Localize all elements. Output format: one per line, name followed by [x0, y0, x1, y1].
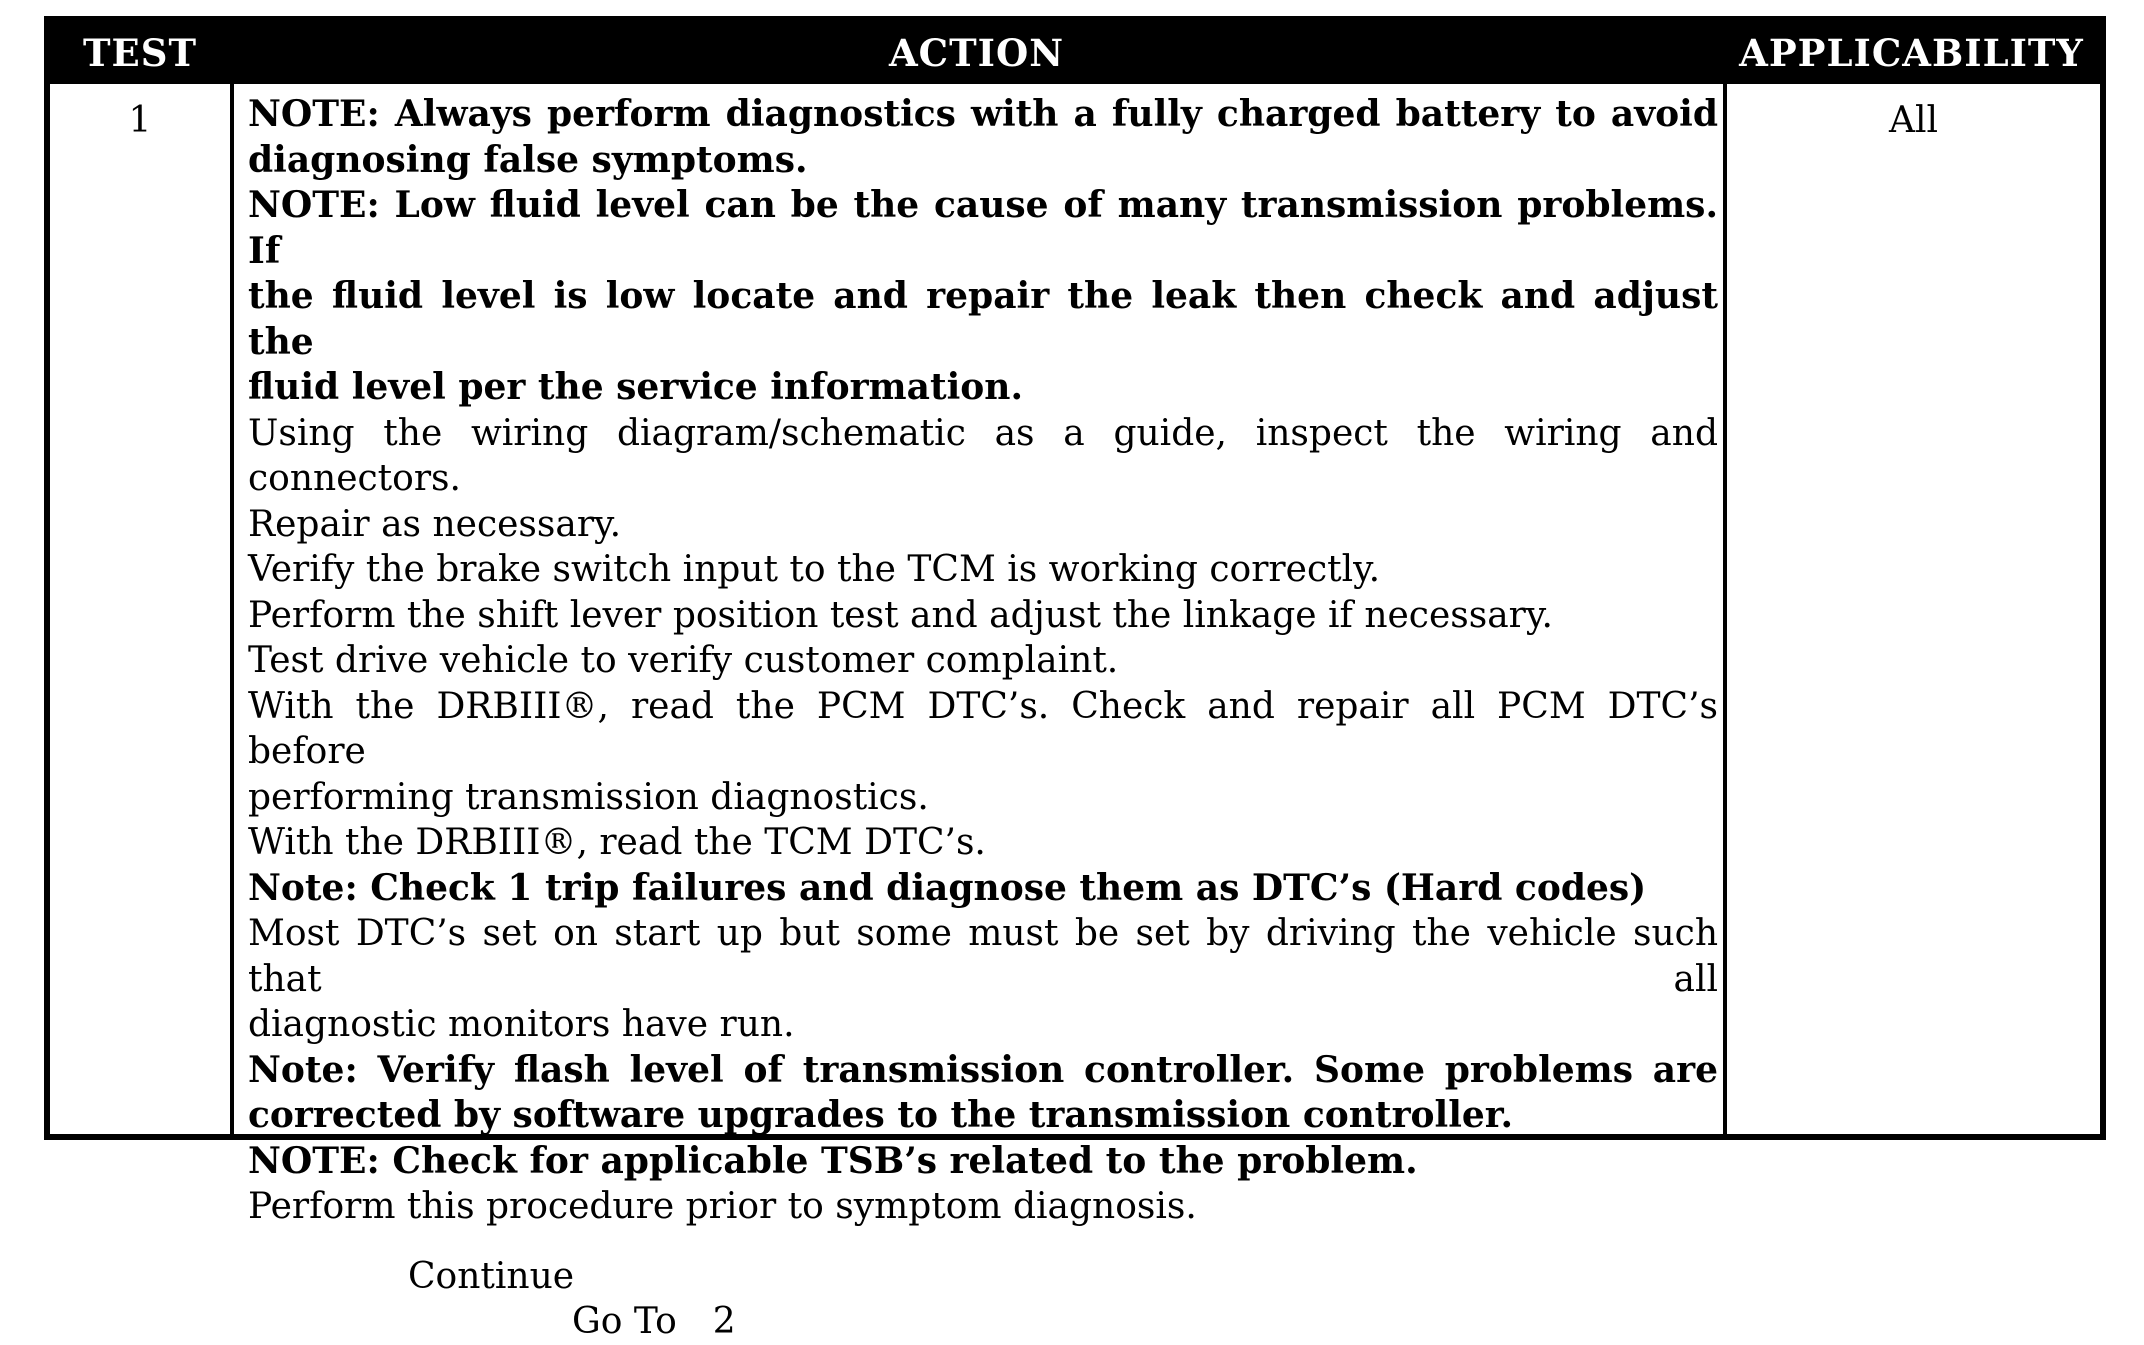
action-line-wiring-1: Using the wiring diagram/schematic as a guide, inspect the wiring and connectors.	[248, 412, 1718, 499]
action-line-note-trip-failures: Note: Check 1 trip failures and diagnose them as DTC’s (Hard codes)	[248, 866, 1647, 909]
test-number-cell: 1	[128, 100, 152, 141]
continue-label: Continue	[408, 1255, 575, 1297]
action-line-note-fluid-3: fluid level per the service information.	[248, 366, 1024, 408]
goto-instruction	[248, 1299, 1718, 1345]
action-line-pcm-dtc-2: performing transmission diagnostics.	[248, 776, 929, 818]
header-action: ACTION	[888, 31, 1065, 75]
action-line-brake-switch: Verify the brake switch input to the TCM is working correctly.	[248, 549, 1381, 590]
goto-target: 2	[712, 1301, 736, 1342]
table-header-row	[50, 22, 2100, 84]
action-line-wiring-2: Repair as necessary.	[248, 503, 622, 545]
action-line-shift-lever: Perform the shift lever position test and adjust the linkage if necessary.	[248, 594, 1553, 636]
action-line-perform-procedure: Perform this procedure prior to symptom diagnosis.	[248, 1186, 1197, 1227]
header-test: TEST	[83, 31, 197, 75]
diagnostic-test-table	[44, 16, 2106, 1342]
goto-label: Go To	[572, 1301, 677, 1342]
action-line-note-battery-1: NOTE: Always perform diagnostics with a fully charged battery to avoid	[248, 93, 1718, 135]
action-line-note-fluid-2: the fluid level is low locate and repair the leak then check and adjust the	[248, 275, 1718, 363]
action-line-tcm-dtc: With the DRBIII®, read the TCM DTC’s.	[248, 822, 986, 863]
column-divider-action-applicability	[1723, 84, 1727, 1134]
action-line-pcm-dtc-1: With the DRBIII®, read the PCM DTC’s. Check and repair all PCM DTC’s before	[248, 685, 1718, 772]
action-line-dtc-startup-1: Most DTC’s set on start up but some must be set by driving the vehicle such that all	[248, 913, 1718, 1000]
column-divider-test-action	[230, 84, 234, 1134]
action-line-note-battery-2: diagnosing false symptoms.	[248, 138, 808, 181]
action-cell	[248, 92, 1718, 1345]
action-line-note-flash-2: corrected by software upgrades to the transmission controller.	[248, 1094, 1513, 1136]
action-line-test-drive: Test drive vehicle to verify customer complaint.	[248, 640, 1119, 681]
applicability-cell: All	[1888, 100, 1939, 141]
action-line-note-tsb: NOTE: Check for applicable TSB’s related to the problem.	[248, 1139, 1418, 1182]
action-line-note-fluid-1: NOTE: Low fluid level can be the cause of many transmission problems. If	[248, 184, 1718, 272]
action-line-dtc-startup-2: diagnostic monitors have run.	[248, 1004, 795, 1045]
action-line-note-flash-1: Note: Verify flash level of transmission controller. Some problems are	[248, 1048, 1718, 1091]
header-applicability: APPLICABILITY	[1739, 31, 2084, 75]
